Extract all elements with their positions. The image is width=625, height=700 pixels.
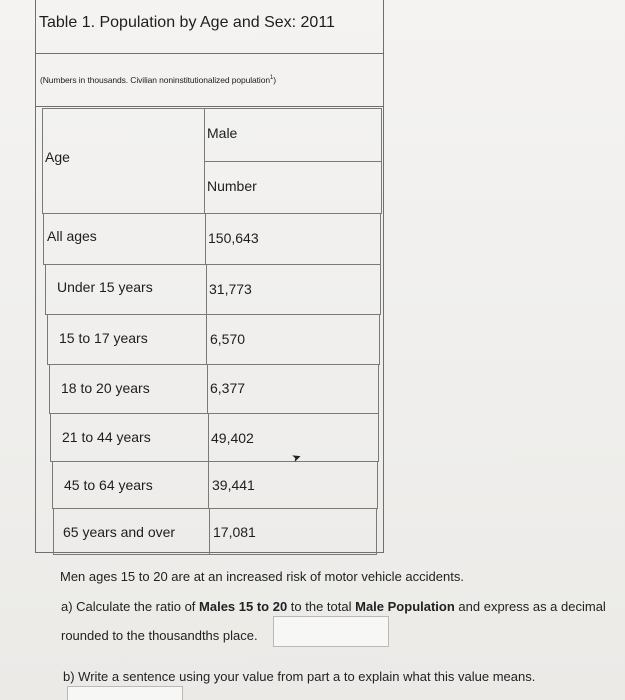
- age-header: Age: [45, 149, 70, 165]
- row-age-label: 45 to 64 years: [64, 477, 153, 493]
- row-number-value: 6,377: [210, 380, 246, 396]
- row-number-value: 39,441: [212, 477, 255, 493]
- question-b-text: b) Write a sentence using your value from part a to explain what this value means.: [63, 669, 536, 684]
- row-number-value: 49,402: [211, 430, 254, 446]
- row-number-value: 17,081: [213, 524, 256, 540]
- row-age-label: 21 to 44 years: [62, 429, 151, 445]
- male-header: Male: [207, 125, 238, 141]
- answer-b-input[interactable]: [67, 686, 183, 700]
- table-note: (Numbers in thousands. Civilian noninstitutionalized population$^1$): [40, 75, 276, 85]
- row-age-label: Under 15 years: [57, 279, 153, 295]
- question-a-text: a) Calculate the ratio of Males 15 to 20 to the total Male Population and express as a decimal: [61, 599, 606, 614]
- question-intro: Men ages 15 to 20 are at an increased risk of motor vehicle accidents.: [60, 569, 464, 584]
- number-header: Number: [207, 178, 257, 194]
- row-number-value: 6,570: [210, 331, 246, 347]
- row-age-label: All ages: [47, 228, 97, 244]
- mouse-cursor-icon: ➤: [290, 450, 304, 466]
- row-number-value: 150,643: [208, 230, 259, 246]
- question-a-line2: rounded to the thousandths place.: [61, 628, 258, 643]
- row-age-label: 65 years and over: [63, 524, 176, 540]
- row-age-label: 15 to 17 years: [59, 330, 148, 346]
- row-number-value: 31,773: [209, 281, 252, 297]
- table-title: Table 1. Population by Age and Sex: 2011: [39, 14, 335, 31]
- answer-a-input[interactable]: [273, 616, 389, 647]
- row-age-label: 18 to 20 years: [61, 380, 150, 396]
